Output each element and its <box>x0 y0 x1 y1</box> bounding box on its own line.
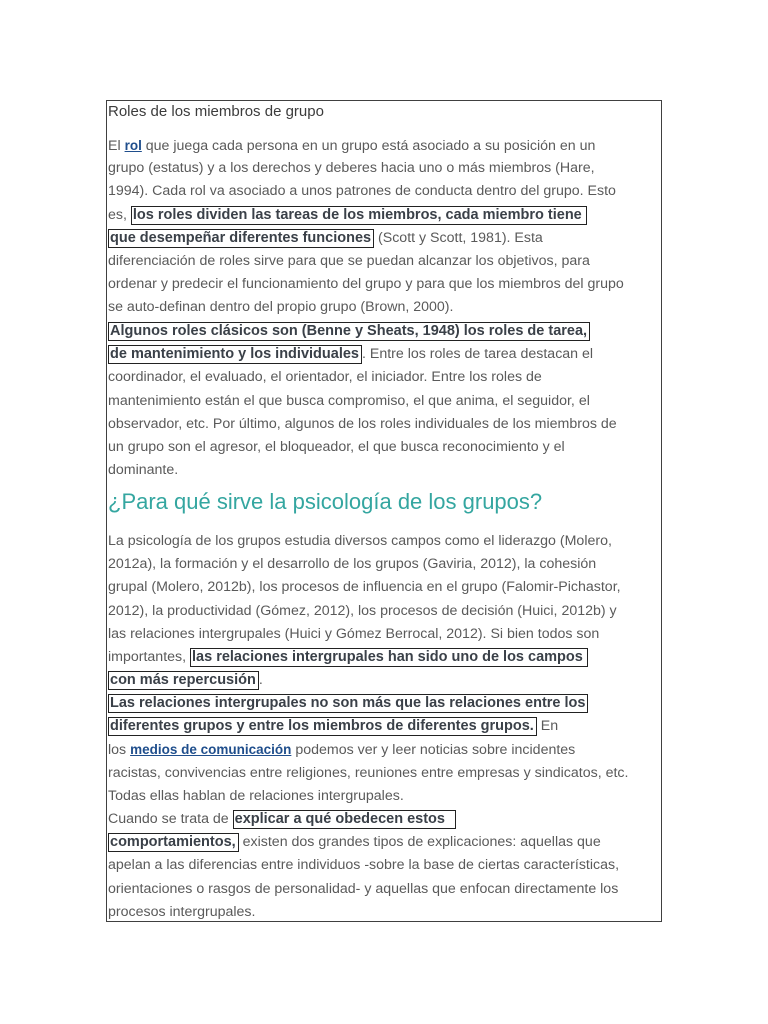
text-line <box>108 343 662 366</box>
section-title: Roles de los miembros de grupo <box>108 103 324 120</box>
text-line: un grupo son el agresor, el bloqueador, el que busca reconocimiento y el <box>108 438 565 455</box>
text-run: El <box>108 138 125 154</box>
text-line: grupo (estatus) y a los derechos y deberes hacia uno o más miembros (Hare, <box>108 160 595 177</box>
text-run: importantes, <box>108 648 191 665</box>
paragraph-classic-roles <box>108 320 662 482</box>
text-line: grupal (Molero, 2012b), los procesos de influencia en el grupo (Falomir-Pichastor, <box>108 579 621 596</box>
highlight-maintenance-roles: de mantenimiento y los individuales <box>108 345 362 364</box>
text-line <box>108 204 662 227</box>
text-run: (Scott y Scott, 1981). Esta <box>374 229 543 246</box>
text-line: coordinador, el evaluado, el orientador, el iniciador. Entre los roles de <box>108 369 542 386</box>
text-line <box>108 227 662 250</box>
text-line: 2012), la productividad (Gómez, 2012), los procesos de decisión (Huici, 2012b) y <box>108 602 617 619</box>
text-line <box>108 808 662 831</box>
text-run: los <box>108 742 131 759</box>
text-run: . Entre los roles de tarea destacan el <box>361 346 594 363</box>
text-line: 2012a), la formación y el desarrollo de los grupos (Gaviria, 2012), la cohesión <box>108 556 597 573</box>
text-run: podemos ver y leer noticias sobre incidentes <box>291 742 576 759</box>
text-line: las relaciones intergrupales (Huici y Gómez Berrocal, 2012). Si bien todos son <box>108 625 600 642</box>
text-line: procesos intergrupales. <box>108 903 256 920</box>
text-line <box>108 669 662 692</box>
text-line: orientaciones o rasgos de personalidad- y aquellas que enfocan directamente los <box>108 880 619 897</box>
highlight-roles-divide: los roles dividen las tareas de los miembros, cada miembro tiene <box>131 206 587 225</box>
highlight-repercussion: con más repercusión <box>108 671 259 690</box>
highlight-different-groups: diferentes grupos y entre los miembros de diferentes grupos. <box>108 717 537 736</box>
text-line: Todas ellas hablan de relaciones intergrupales. <box>108 787 404 804</box>
text-line: mantenimiento están el que busca compromiso, el que anima, el seguidor, el <box>108 392 590 409</box>
text-line: racistas, convivencias entre religiones, reuniones entre empresas y sindicatos, etc. <box>108 764 629 781</box>
text-run: En <box>536 718 559 735</box>
text-line <box>108 692 662 715</box>
highlight-explain-behaviour: explicar a qué obedecen estos <box>233 810 456 829</box>
text-line: ordenar y predecir el funcionamiento del grupo y para que los miembros del grupo <box>108 276 624 293</box>
text-run: que juega cada persona en un grupo está asociado a su posición en un <box>141 138 596 154</box>
document-frame <box>106 100 662 922</box>
highlight-intergroup-relations: las relaciones intergrupales han sido uno de los campos <box>190 648 588 667</box>
text-line: apelan a las diferencias entre individuos -sobre la base de ciertas características, <box>108 857 620 874</box>
highlight-intergroup-definition: Las relaciones intergrupales no son más que las relaciones entre los <box>108 694 588 713</box>
text-line: La psicología de los grupos estudia diversos campos como el liderazgo (Molero, <box>108 533 612 549</box>
text-run: existen dos grandes tipos de explicaciones: aquellas que <box>238 834 601 851</box>
medios-de-comunicacion-link[interactable]: medios de comunicación <box>130 742 292 758</box>
text-line <box>108 134 662 157</box>
text-line <box>108 715 662 738</box>
text-run: es, <box>108 206 131 223</box>
text-line <box>108 738 662 761</box>
paragraph-roles <box>108 134 662 320</box>
text-line: dominante. <box>108 462 179 479</box>
highlight-roles-functions: que desempeñar diferentes funciones <box>108 229 374 248</box>
section-heading: ¿Para qué sirve la psicología de los grupos? <box>108 489 543 514</box>
text-run: . <box>258 672 263 689</box>
rol-link[interactable]: rol <box>124 138 142 153</box>
text-line: se auto-definan dentro del propio grupo (Brown, 2000). <box>108 299 454 316</box>
text-run: Cuando se trata de <box>108 811 233 827</box>
paragraph-intergroup-definition <box>108 692 662 808</box>
text-line <box>108 831 662 854</box>
paragraph-group-psychology <box>108 530 662 692</box>
highlight-behaviours: comportamientos, <box>108 833 239 852</box>
text-line <box>108 646 662 669</box>
text-line <box>108 320 662 343</box>
text-line: observador, etc. Por último, algunos de los roles individuales de los miembros de <box>108 415 617 432</box>
text-line: diferenciación de roles sirve para que se puedan alcanzar los objetivos, para <box>108 252 590 269</box>
highlight-classic-roles: Algunos roles clásicos son (Benne y Sheats, 1948) los roles de tarea, <box>108 322 590 341</box>
text-line: 1994). Cada rol va asociado a unos patrones de conducta dentro del grupo. Esto <box>108 183 616 200</box>
paragraph-explanations <box>108 808 662 922</box>
